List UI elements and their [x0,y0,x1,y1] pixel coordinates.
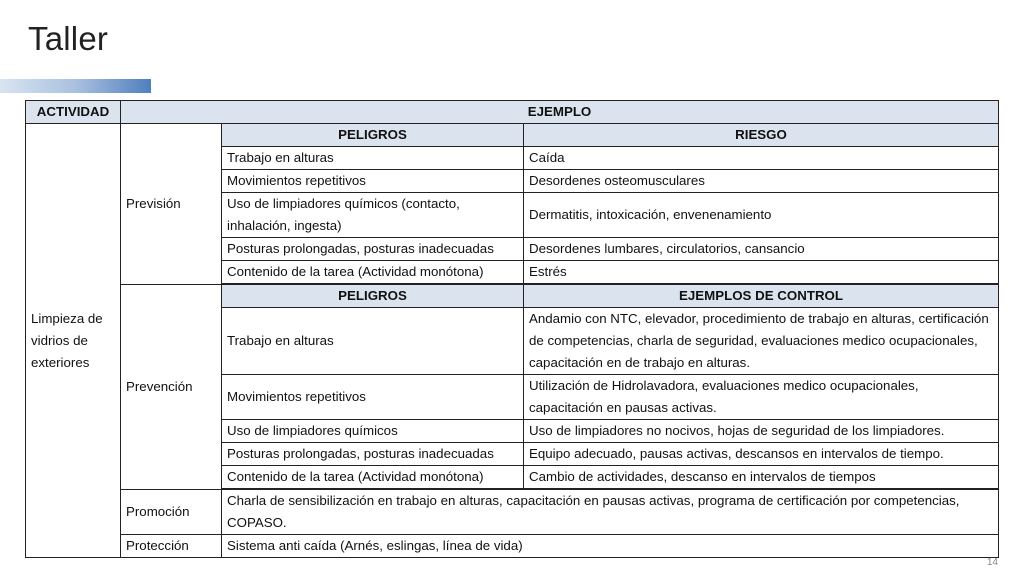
prevencion-header-peligros: PELIGROS [222,285,524,308]
table-row [26,535,999,558]
prevision-riesgo: Dermatitis, intoxicación, envenenamiento [524,193,999,238]
activity-cell: Limpieza de vidrios de exteriores [26,124,121,558]
prevision-header-peligros: PELIGROS [222,124,524,147]
header-ejemplo: EJEMPLO [121,101,999,124]
prevencion-peligro: Movimientos repetitivos [222,375,524,420]
prevencion-control: Cambio de actividades, descanso en intervalos de tiempos [524,466,999,489]
table-row [26,490,999,535]
section-prevencion-label: Prevención [121,285,222,490]
prevision-riesgo: Desordenes osteomusculares [524,170,999,193]
prevision-riesgo: Desordenes lumbares, circulatorios, cansancio [524,238,999,261]
prevision-peligro: Movimientos repetitivos [222,170,524,193]
prevencion-control: Uso de limpiadores no nocivos, hojas de seguridad de los limpiadores. [524,420,999,443]
prevencion-peligro: Uso de limpiadores químicos [222,420,524,443]
section-prevision-label: Previsión [121,124,222,285]
prevencion-header-control: EJEMPLOS DE CONTROL [524,285,999,308]
section-proteccion-label: Protección [121,535,222,558]
prevision-peligro: Uso de limpiadores químicos (contacto, inhalación, ingesta) [222,193,524,238]
hazards-table [25,100,999,558]
promocion-text: Charla de sensibilización en trabajo en alturas, capacitación en pausas activas, programa de certificación por competencias, COPASO. [222,490,999,535]
prevencion-peligro: Posturas prolongadas, posturas inadecuadas [222,443,524,466]
prevision-peligro: Posturas prolongadas, posturas inadecuadas [222,238,524,261]
proteccion-text: Sistema anti caída (Arnés, eslingas, línea de vida) [222,535,999,558]
prevision-peligro: Trabajo en alturas [222,147,524,170]
section-promocion-label: Promoción [121,490,222,535]
prevencion-control: Andamio con NTC, elevador, procedimiento de trabajo en alturas, certificación de competencias, charla de seguridad, evaluaciones medico ocupacionales, capacitación en de trabajo en alturas. [524,308,999,375]
prevencion-control: Utilización de Hidrolavadora, evaluaciones medico ocupacionales, capacitación en pausas activas. [524,375,999,420]
header-actividad: ACTIVIDAD [26,101,121,124]
prevision-peligro: Contenido de la tarea (Actividad monótona) [222,261,524,284]
slide-title: Taller [28,20,109,57]
prevision-riesgo: Caída [524,147,999,170]
title-accent-bar [0,79,151,93]
page-number: 14 [986,557,998,568]
prevencion-peligro: Trabajo en alturas [222,308,524,375]
prevencion-peligro: Contenido de la tarea (Actividad monótona) [222,466,524,489]
prevision-header-riesgo: RIESGO [524,124,999,147]
prevision-riesgo: Estrés [524,261,999,284]
prevencion-control: Equipo adecuado, pausas activas, descansos en intervalos de tiempo. [524,443,999,466]
